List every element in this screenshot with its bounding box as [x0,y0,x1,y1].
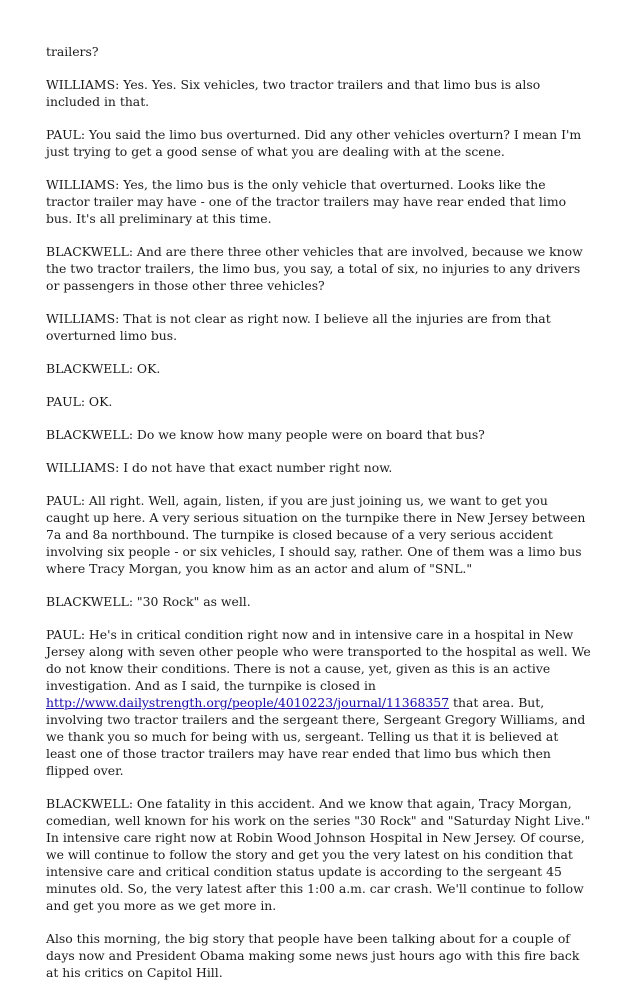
transcript-paragraph: WILLIAMS: I do not have that exact number right now. [46,460,393,475]
transcript-paragraph: BLACKWELL: One fatality in this accident. And we know that again, Tracy Morgan, comedian, well known for his work on the series "30 Rock" and "Saturday Night Live." In intensive care right now at Robin Wood Johnson Hospital in New Jersey. Of course, we will continue to follow the story and get you the very latest on his condition that intensive care and critical condition status update is according to the sergeant 45 minutes old. So, the very latest after this 1:00 a.m. car crash. We'll continue to follow and get you more as we get more in. [46,796,591,913]
transcript-paragraph: BLACKWELL: And are there three other vehicles that are involved, because we know the two tractor trailers, the limo bus, you say, a total of six, no injuries to any drivers or passengers in those other three vehicles? [46,244,583,293]
transcript-paragraph: PAUL: All right. Well, again, listen, if you are just joining us, we want to get you caught up here. A very serious situation on the turnpike there in New Jersey between 7a and 8a northbound. The turnpike is closed because of a very serious accident involving six people - or six vehicles, I should say, rather. One of them was a limo bus where Tracy Morgan, you know him as an actor and alum of "SNL." [46,493,586,576]
transcript-paragraph: WILLIAMS: Yes. Yes. Six vehicles, two tractor trailers and that limo bus is also included in that. [46,77,541,109]
transcript-paragraph: BLACKWELL: "30 Rock" as well. [46,594,251,609]
transcript-paragraph: BLACKWELL: OK. [46,361,161,376]
transcript-paragraph: trailers? [46,44,99,59]
paragraph-text-after-link: that area. But, involving two tractor trailers and the sergeant there, Sergeant Gregory Williams, and we thank you so much for being with us, sergeant. Telling us that it is believed at least one of those tractor trailers may have rear ended that limo bus which then flipped over. [46,695,586,778]
transcript-paragraph: WILLIAMS: That is not clear as right now. I believe all the injuries are from that overturned limo bus. [46,311,551,343]
journal-link[interactable]: http://www.dailystrength.org/people/4010223/journal/11368357 [46,695,450,710]
transcript-paragraph-with-link [46,626,592,779]
transcript-paragraph: PAUL: OK. [46,394,113,409]
transcript-paragraph: BLACKWELL: Do we know how many people were on board that bus? [46,427,485,442]
transcript-paragraph: Also this morning, the big story that people have been talking about for a couple of days now and President Obama making some news just hours ago with this fire back at his critics on Capitol Hill. [46,931,580,980]
transcript-paragraph: WILLIAMS: Yes, the limo bus is the only vehicle that overturned. Looks like the tractor trailer may have - one of the tractor trailers may have rear ended that limo bus. It's all preliminary at this time. [46,177,567,226]
paragraph-text-before-link: PAUL: He's in critical condition right now and in intensive care in a hospital in New Jersey along with seven other people who were transported to the hospital as well. We do not know their conditions. There is not a cause, yet, given as this is an active investigation. And as I said, the turnpike is closed in [46,627,591,693]
transcript-paragraph: PAUL: You said the limo bus overturned. Did any other vehicles overturn? I mean I'm just trying to get a good sense of what you are dealing with at the scene. [46,127,582,159]
